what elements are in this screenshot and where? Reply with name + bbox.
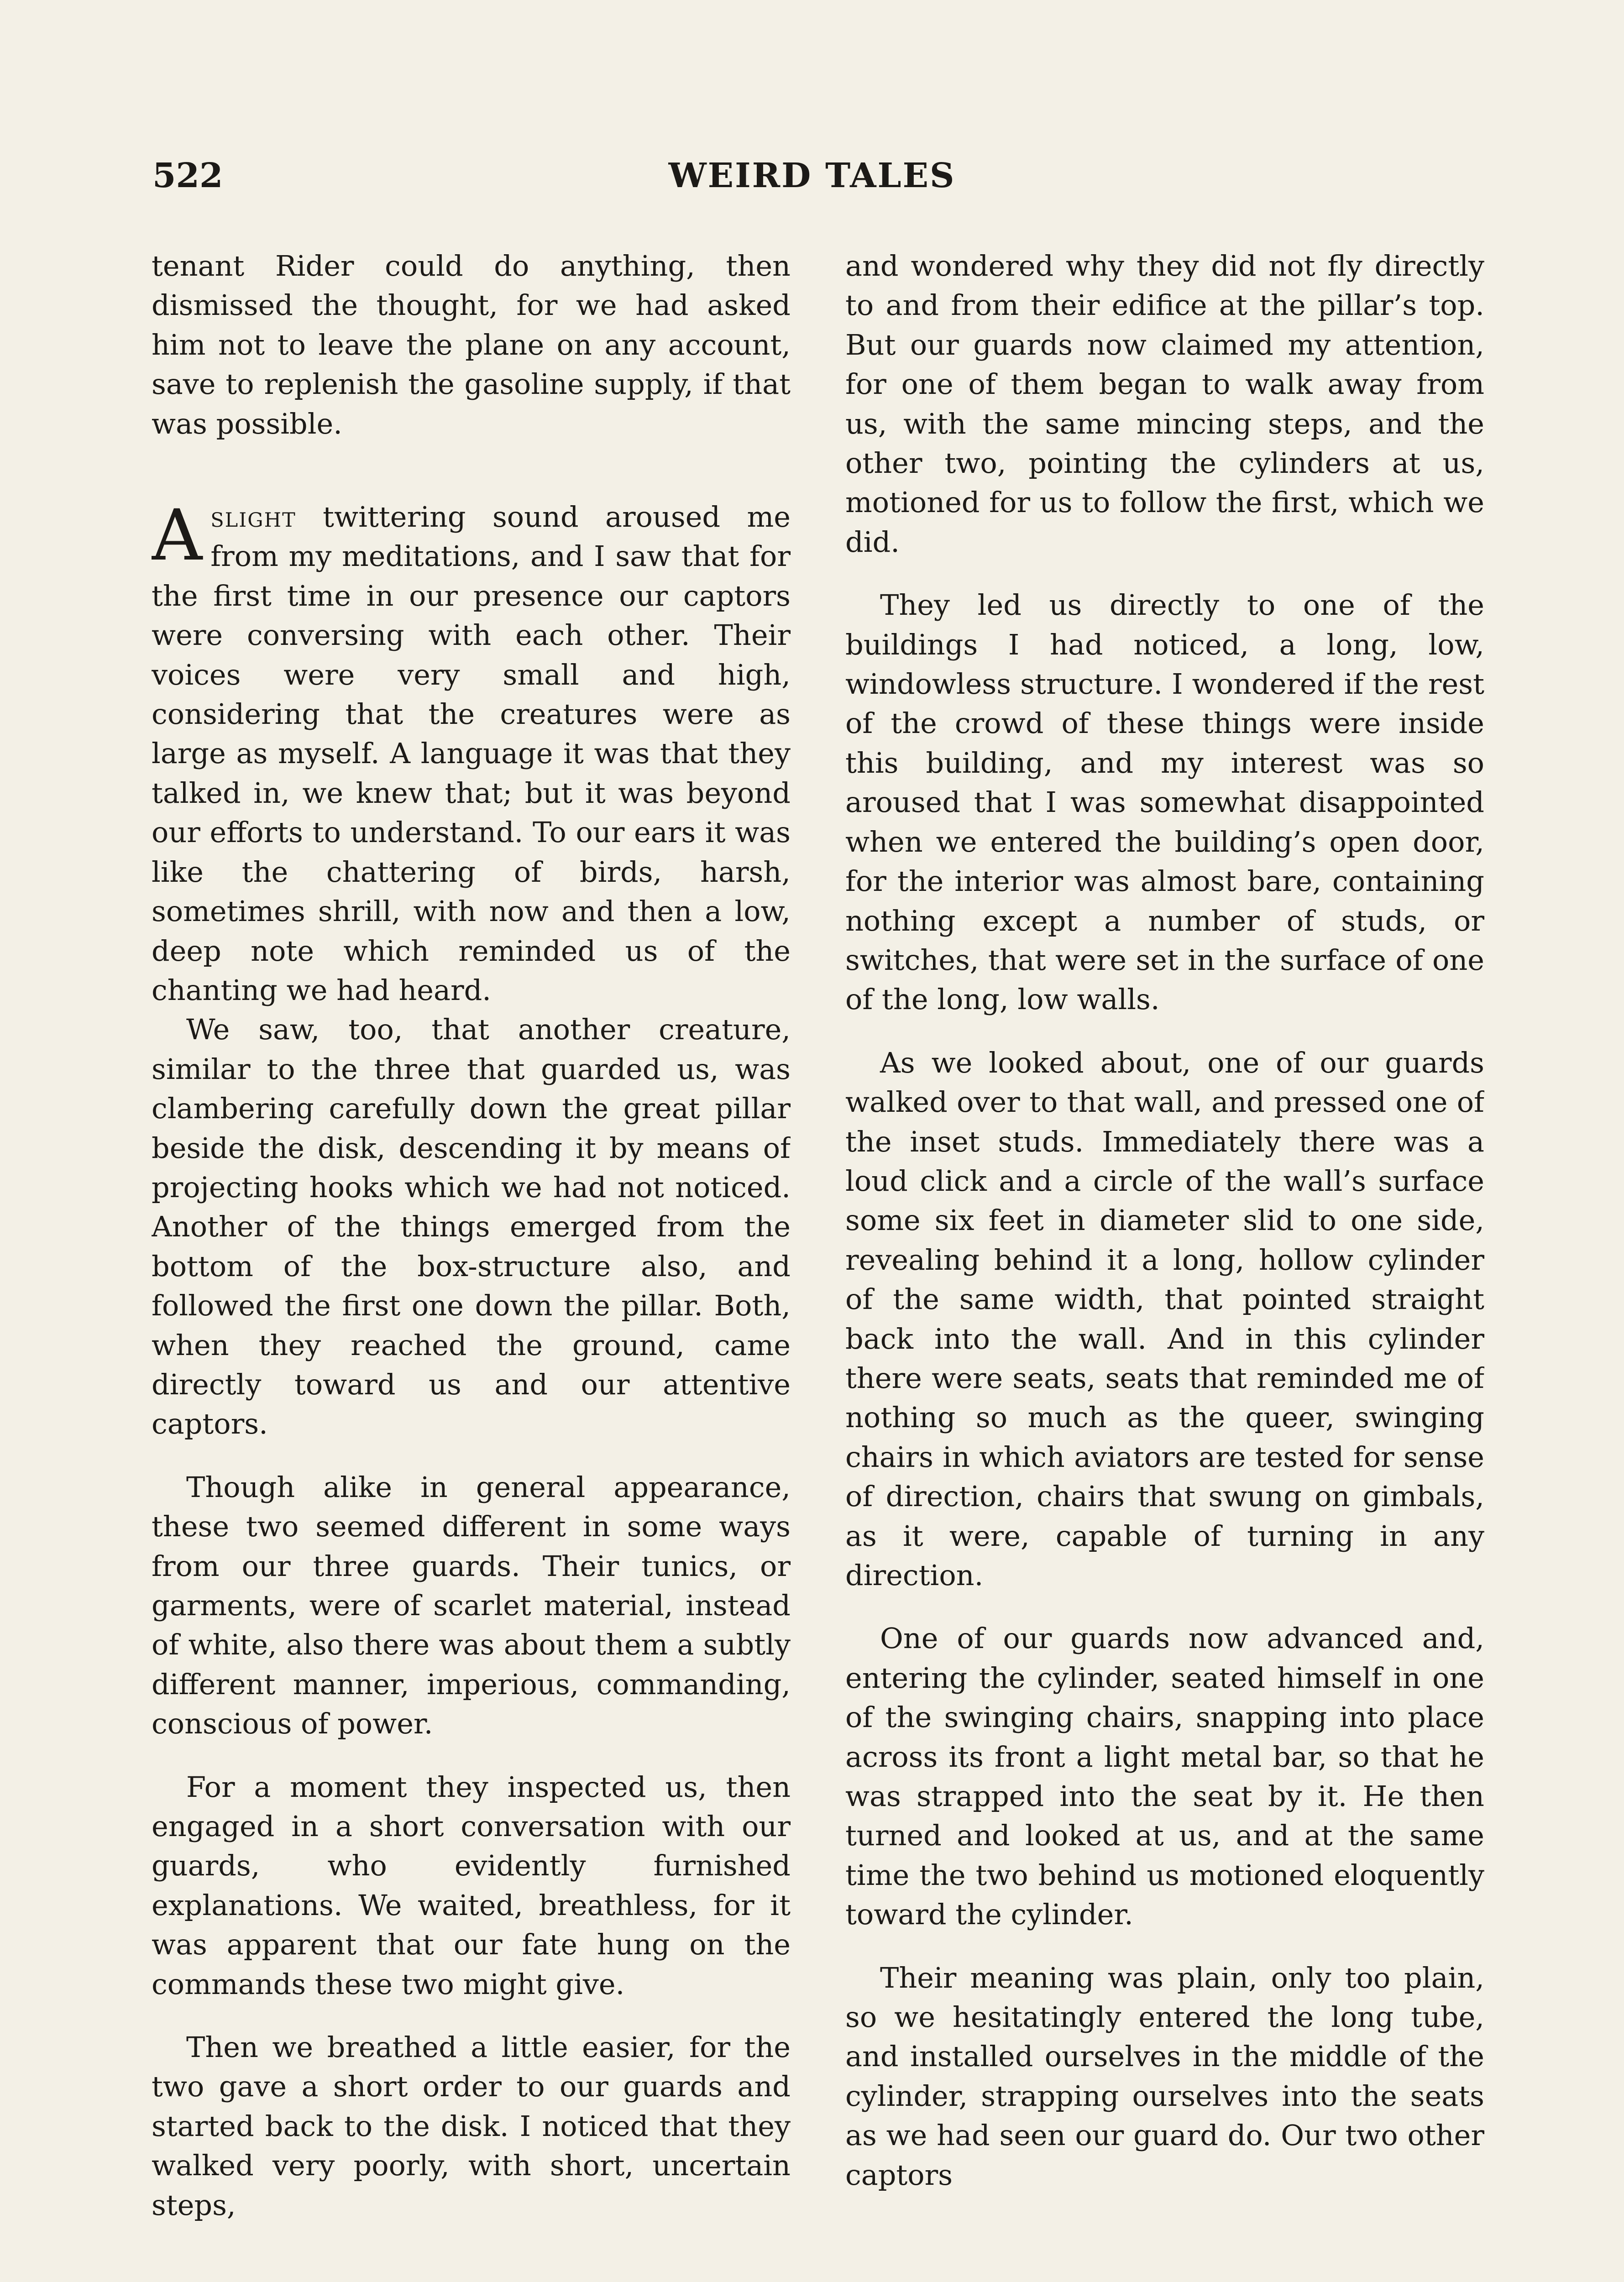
paragraph: Then we breathed a little easier, for the two gave a short order to our guards and started back to the disk. I noticed that they walked very poorly, with short, uncertain steps,: [152, 2031, 791, 2222]
paragraph: For a moment they inspected us, then engaged in a short conversation with our guards, who evidently furnished explanations. We waited, breathless, for it was apparent that our fate hung on the commands these two might give.: [152, 1770, 791, 2001]
paragraph: tenant Rider could do anything, then dismissed the thought, for we had asked him not to leave the plane on any account, save to replenish the gasoline supply, if that was possible.: [152, 249, 791, 440]
paragraph: One of our guards now advanced and, entering the cylinder, seated himself in one of the swinging chairs, snapping into place across its front a light metal bar, so that he was strapped into the seat by it. He then turned and looked at us, and at the same time the two behind us motioned eloquently toward the cylinder.: [845, 1622, 1484, 1931]
paragraph: As we looked about, one of our guards walked over to that wall, and pressed one of the inset studs. Immediately there was a loud click and a circle of the wall’s surface some six feet in diameter slid to one side, revealing behind it a long, hollow cylinder of the same width, that pointed straight back into the wall. And in this cylinder there were seats, seats that reminded me of nothing so much as the queer, swinging chairs in which aviators are tested for sense of direction, chairs that swung on gimbals, as it were, capable of turning in any direction.: [845, 1046, 1484, 1592]
page-number: 522: [152, 156, 223, 195]
paragraph: and wondered why they did not fly directly to and from their edifice at the pillar’s top. But our guards now claimed my attention, for one of them began to walk away from us, with the same mincing steps, and the other two, pointing the cylinders at us, motioned for us to follow the first, which we did.: [845, 249, 1484, 559]
drop-cap: A: [152, 495, 203, 577]
small-caps-lead: slight: [210, 500, 296, 534]
right-column: [845, 246, 1484, 2282]
paragraph: They led us directly to one of the buildings I had noticed, a long, low, windowless structure. I wondered if the rest of the crowd of these things were inside this building, and my interest was so aroused that I was somewhat disappointed when we entered the building’s open door, for the interior was almost bare, containing nothing except a number of studs, or switches, that were set in the surface of one of the long, low walls.: [845, 588, 1484, 1016]
section-opening-paragraph: [152, 497, 791, 1010]
paragraph: Though alike in general appearance, these two seemed different in some ways from our three guards. Their tunics, or garments, were of scarlet material, instead of white, also there was about them a subtly different manner, imperious, commanding, conscious of power.: [152, 1470, 791, 1741]
left-column: [152, 246, 791, 2282]
running-head: WEIRD TALES: [668, 156, 956, 195]
paragraph: We saw, too, that another creature, similar to the three that guarded us, was clambering carefully down the great pillar beside the disk, descending it by means of projecting hooks which we had not noticed. Another of the things emerged from the bottom of the box-structure also, and followed the first one down the pillar. Both, when they reached the ground, came directly toward us and our attentive captors.: [152, 1013, 791, 1441]
paragraph-text: twittering sound aroused me from my meditations, and I saw that for the first time in our presence our captors were conversing with each other. Their voices were very small and high, considering that the creatures were as large as myself. A language it was that they talked in, we knew that; but it was beyond our efforts to understand. To our ears it was like the chattering of birds, harsh, sometimes shrill, with now and then a low, deep note which reminded us of the chanting we had heard.: [152, 500, 791, 1007]
paragraph: Their meaning was plain, only too plain, so we hesitatingly entered the long tube, and installed ourselves in the middle of the cylinder, strapping ourselves into the seats as we had seen our guard do. Our two other captors: [845, 1961, 1484, 2192]
page-header: [0, 151, 1624, 201]
